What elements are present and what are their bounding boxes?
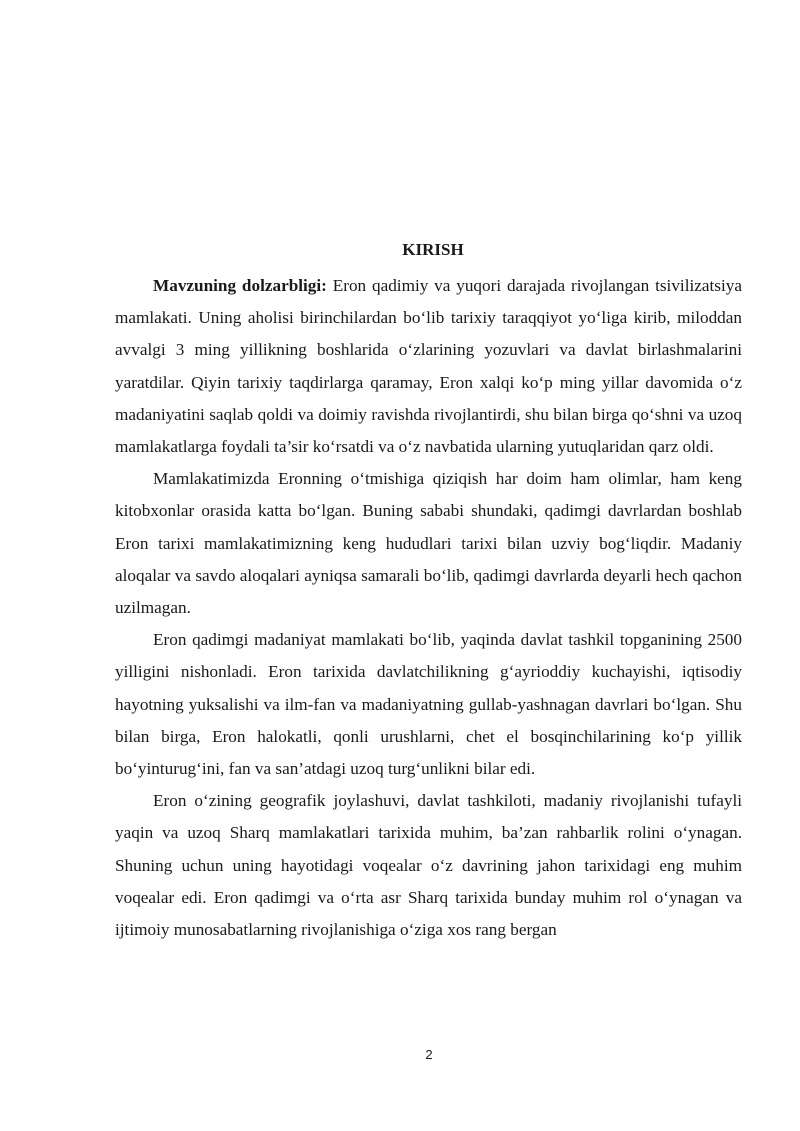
page-number: 2 [425, 1047, 433, 1062]
paragraph: Eron o‘zining geografik joylashuvi, davlat tashkiloti, madaniy rivojlanishi tufayli yaqin va uzoq Sharq mamlakatlari tarixida muhim, ba’zan rahbarlik rolini o‘ynagan. Shuning uchun uning hayotidagi voqealar o‘z davrining jahon tarixidagi eng muhim voqealar edi. Eron qadimgi va o‘rta asr Sharq tarixida bunday muhim rol o‘ynagan va ijtimoiy munosabatlarning rivojlanishiga o‘ziga xos rang bergan [115, 791, 742, 940]
paragraph: Eron qadimgi madaniyat mamlakati bo‘lib, yaqinda davlat tashkil topganining 2500 yilligini nishonladi. Eron tarixida davlatchilikning g‘ayrioddiy kuchayishi, iqtisodiy hayotning yuksalishi va ilm-fan va madaniyatning gullab-yashnagan davrlari bo‘lgan. Shu bilan birga, Eron halokatli, qonli urushlarni, chet el bosqinchilarining ko‘p yillik bo‘yinturug‘ini, fan va san’atdagi uzoq turg‘unlikni bilar edi. [115, 630, 742, 779]
paragraph-relevance [115, 270, 742, 463]
body-text [115, 270, 742, 946]
section-heading: KIRISH [402, 240, 464, 259]
paragraph: Mamlakatimizda Eronning o‘tmishiga qiziqish har doim ham olimlar, ham keng kitobxonlar orasida katta bo‘lgan. Buning sababi shundaki, qadimgi davrlardan boshlab Eron tarixi mamlakatimizning keng hududlari tarixi bilan uzviy bog‘liqdir. Madaniy aloqalar va savdo aloqalari ayniqsa samarali bo‘lib, qadimgi davrlarda deyarli hech qachon uzilmagan. [115, 469, 742, 618]
paragraph-lead: Mavzuning dolzarbligi: [153, 276, 327, 295]
paragraph-text: Eron qadimiy va yuqori darajada rivojlangan tsivilizatsiya mamlakati. Uning aholisi birinchilardan bo‘lib tarixiy taraqqiyot yo‘liga kirib, miloddan avvalgi 3 ming yillikning boshlarida o‘zlarining yozuvlari va davlat birlashmalarini yaratdilar. Qiyin tarixiy taqdirlarga qaramay, Eron xalqi ko‘p ming yillar davomida o‘z madaniyatini saqlab qoldi va doimiy ravishda rivojlantirdi, shu bilan birga qo‘shni va uzoq mamlakatlarga foydali ta’sir ko‘rsatdi va o‘z navbatida ularning yutuqlaridan qarz oldi. [115, 276, 742, 457]
